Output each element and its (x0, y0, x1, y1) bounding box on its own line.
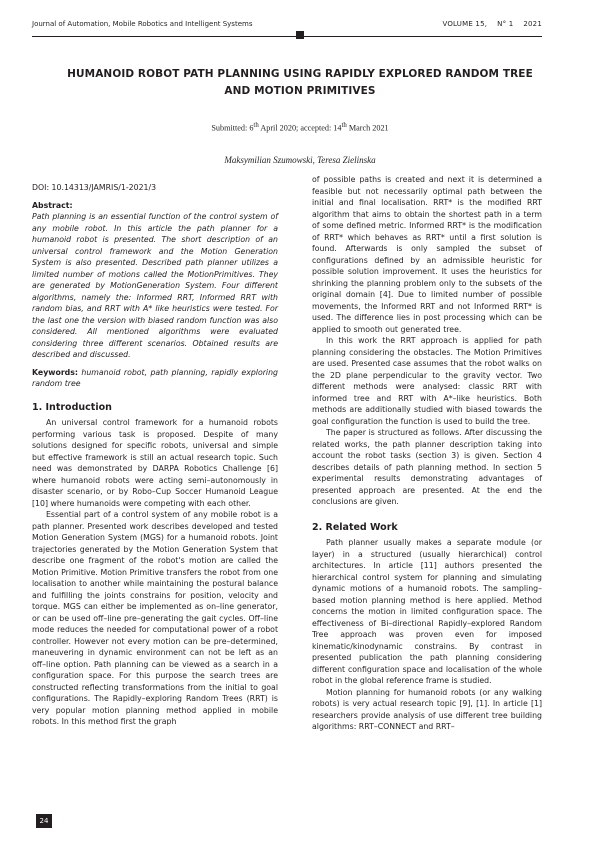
header-rule (32, 36, 542, 37)
submission-dates (0, 122, 595, 133)
abstract-title: Abstract: (32, 200, 73, 210)
submitted-sup-2: th (341, 122, 347, 129)
issue-info (432, 20, 542, 28)
section-gap (312, 508, 542, 522)
submitted-sup-1: th (253, 122, 259, 129)
intro-paragraph-1: An universal control framework for a humanoid robots performing various task is proposed. Despite of many solutions designed for specific robots, universal and simple but effective framework is still an actual research topic. Such need was demonstrated by DARPA Robotics Challenge [6] where humanoid robots were acting semi–autonomously in disaster scenario, or by Robo–Cup Soccer Humanoid League [10] where humanoids were competing with each other. (32, 418, 278, 508)
page-number: 24 (36, 814, 52, 828)
intro-paragraph-5: The paper is structured as follows. After discussing the related works, the path planner description taking into account the robot tasks (section 3) is given. Section 4 describes details of path planning method. In section 5 experimental results demonstrating advantages of presented approach are presented. At the end the conclusions are given. (312, 428, 542, 506)
related-work-paragraph-2: Motion planning for humanoid robots (or any walking robots) is very actual research topic [9], [1]. In article [1] researchers provide analysis of use different tree building algorithms: RRT–CONNECT and RRT– (312, 687, 542, 731)
related-work-paragraph-1: Path planner usually makes a separate module (or layer) in a structured (usually hierarchical) control architectures. In article [11] authors presented the hierarchical control system for planning and simulating dynamic motions of a humanoid robots. The sampling–based motion planning method is here applied. Method concerns the motion in limited configuration space. The effectiveness of Bi–directional Rapidly–explored Random Tree approach was proven even for imposed kinematic/kinodynamic constrains. By contrast in presented publication the path planning considering different configuration space and localisation of the whole robot in the global reference frame is studied. (312, 538, 542, 685)
keywords (32, 367, 278, 390)
submitted-middle: April 2020; accepted: 14 (258, 123, 342, 133)
intro-paragraph-4: In this work the RRT approach is applied for path planning considering the obstacles. The Motion Primitives are used. Presented case assumes that the robot walks on the 2D plane perpendicular to the gravity vector. Two different methods were analysed: classic RRT with informed tree and RRT with A*–like heuristics. Both methods are additionally studied with biased towards the goal configuration the function is used to build the tree. (312, 336, 542, 426)
header-square-marker (296, 31, 304, 39)
keywords-text: humanoid robot, path planning, rapidly exploring random tree (32, 367, 278, 388)
keywords-label: Keywords: (32, 367, 79, 377)
section-2-heading: 2. Related Work (312, 521, 398, 533)
paper-title-line-1: HUMANOID ROBOT PATH PLANNING USING RAPIDLY EXPLORED RANDOM TREE (67, 68, 533, 80)
paper-title-line-2: AND MOTION PRIMITIVES (224, 85, 376, 97)
journal-name: Journal of Automation, Mobile Robotics and Intelligent Systems (32, 20, 253, 28)
issue-year: 2021 (523, 20, 542, 28)
volume-label: VOLUME 15, (442, 20, 488, 28)
intro-paragraph-2: Essential part of a control system of any mobile robot is a path planner. Presented work describes developed and tested Motion Generation System (MGS) for a humanoid robots. Joint trajectories generated by the Motion Generation System that describe one fragment of the robot's motion are called the Motion Primitive. Motion Primitive transfers the robot from one localisation to another while maintaining the postural balance and fulfilling the joints constrains for position, velocity and torque. MGS can either be implemented as on–line generator, or can be used off–line pre–generating the gait cycles. Off–line mode reduces the needed for computational power of a robot controller. However not every motion can be pre–determined, maneuvering in dynamic environment can not be left as an off–line option. Path planning can be viewed as a search in a configuration space. For this purpose the search trees are constructed reflecting transformations from the initial to goal configurations. The Rapidly–exploring Random Trees (RRT) is very popular motion planning method applied in mobile robots. In this method first the graph (32, 510, 278, 726)
left-column (32, 182, 278, 728)
section-1-heading: 1. Introduction (32, 401, 112, 413)
abstract-text: Path planning is an essential function of the control system of any mobile robot. In this article the path planner for a humanoid robot is presented. The short description of an universal control framework and the Motion Generation System is also presented. Described path planner utilizes a limited number of motions called the MotionPrimitives. They are generated by MotionGeneration System. Four different algorithms, namely the: Informed RRT, Informed RRT with random bias, and RRT with A* like heuristics were tested. For the last one the version with biased random function was also considered. All mentioned algorithms were evaluated considering three different scenarios. Obtained results are described and discussed. (32, 212, 278, 359)
intro-paragraph-3: of possible paths is created and next it is determined a feasible but not necessarily optimal path between the initial and final localisation. RRT* is the modified RRT algorithm that aims to obtain the shortest path in a term of some defined metric. Informed RRT* is the modification of RRT* which behaves as RRT* until a first solution is found. Afterwards is only sampled the subset of configurations defined by an admissible heuristic for possible solution improvement. It uses the heuristics for shrinking the planning problem only to the subsets of the original domain [4]. Due to limited number of possible movements, the Informed RRT and not Informed RRT* is used. The difference lies in post processing which can be applied to smooth out generated tree. (312, 175, 542, 334)
authors: Maksymilian Szumowski, Teresa Zielinska (224, 155, 376, 165)
right-column (312, 174, 542, 733)
issue-number: N° 1 (497, 20, 514, 28)
submitted-prefix: Submitted: 6 (211, 123, 254, 133)
paper-title (60, 66, 540, 100)
doi[interactable]: DOI: 10.14313/JAMRIS/1-2021/3 (32, 183, 157, 192)
submitted-suffix: March 2021 (346, 123, 389, 133)
